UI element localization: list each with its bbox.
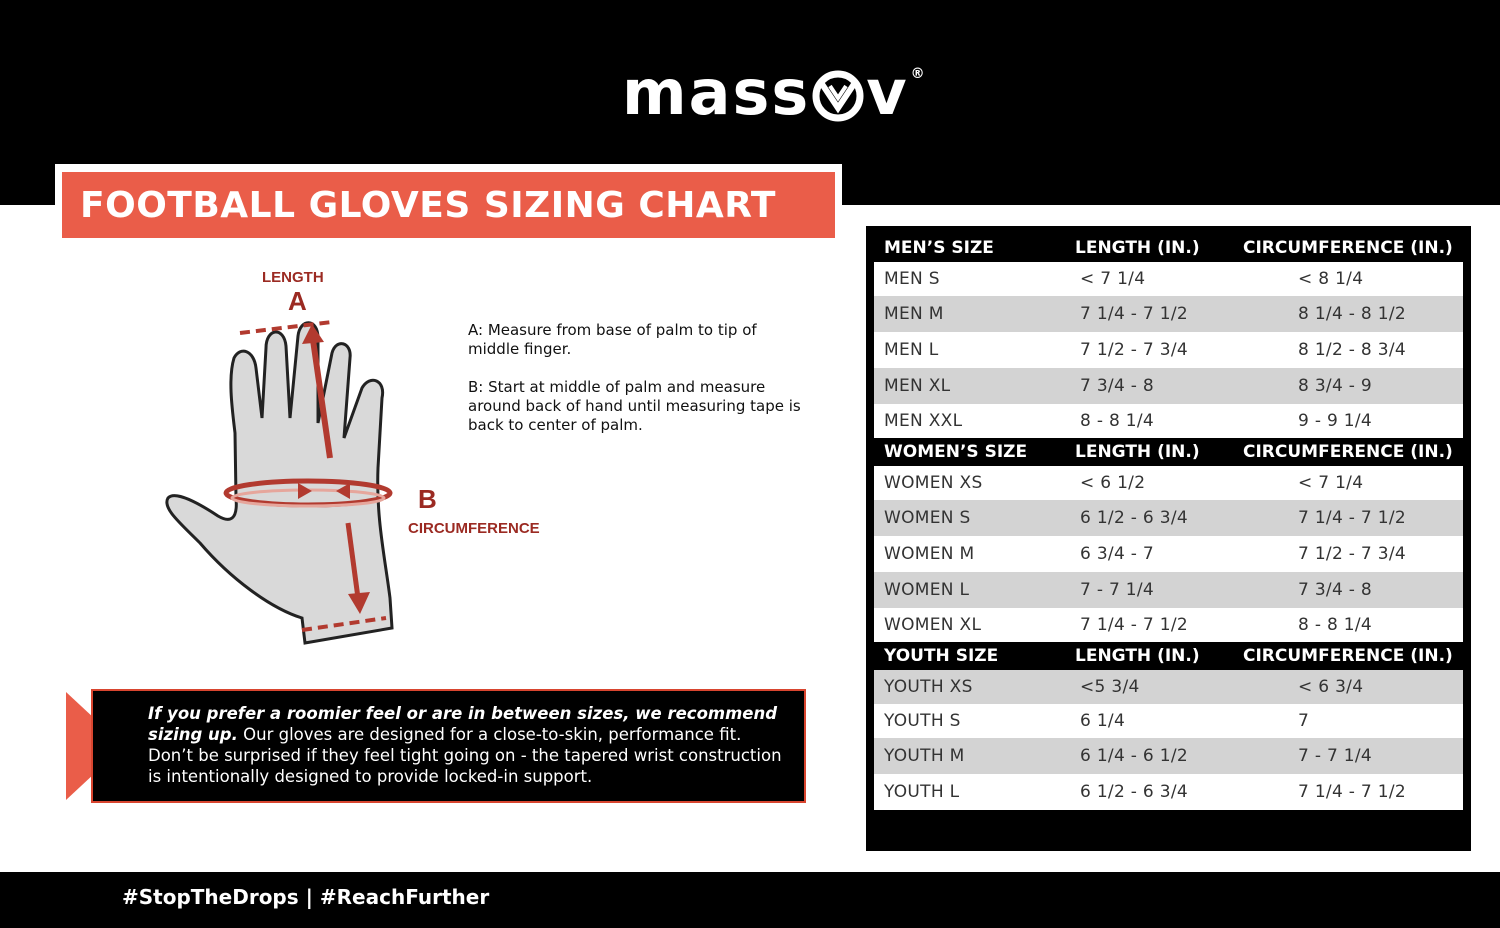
table-row xyxy=(874,774,1463,810)
circumference-cell: 8 3/4 - 9 xyxy=(1298,376,1373,396)
table-row xyxy=(874,738,1463,774)
size-cell: MEN S xyxy=(884,269,940,289)
title-banner xyxy=(62,172,835,238)
size-cell: MEN XXL xyxy=(884,411,963,431)
circumference-cell: 7 1/4 - 7 1/2 xyxy=(1298,508,1406,528)
size-cell: MEN L xyxy=(884,340,939,360)
size-cell: MEN M xyxy=(884,304,944,324)
length-cell: < 7 1/4 xyxy=(1080,269,1146,289)
circumference-cell: 7 3/4 - 8 xyxy=(1298,580,1373,600)
circumference-cell: 7 1/4 - 7 1/2 xyxy=(1298,782,1406,802)
length-cell: 7 1/4 - 7 1/2 xyxy=(1080,304,1188,324)
size-table-body xyxy=(874,234,1463,810)
column-header: CIRCUMFERENCE (IN.) xyxy=(1243,442,1453,462)
length-cell: 7 3/4 - 8 xyxy=(1080,376,1155,396)
size-cell: WOMEN XL xyxy=(884,615,982,635)
fit-note-body: Our gloves are designed for a close-to-skin, performance fit. Don’t be surprised if they feel tight going on - the tapered wrist construction is intentionally designed to provide locked-in support. xyxy=(148,725,782,786)
column-header: MEN’S SIZE xyxy=(884,238,994,258)
table-row xyxy=(874,296,1463,332)
circumference-cell: < 7 1/4 xyxy=(1298,473,1364,493)
size-cell: YOUTH L xyxy=(884,782,960,802)
massov-logo-icon xyxy=(812,62,864,124)
size-table xyxy=(866,226,1471,851)
length-cell: 6 1/2 - 6 3/4 xyxy=(1080,782,1188,802)
size-cell: YOUTH M xyxy=(884,746,965,766)
circumference-cell: 8 1/2 - 8 3/4 xyxy=(1298,340,1406,360)
length-cell: 6 1/2 - 6 3/4 xyxy=(1080,508,1188,528)
length-label: LENGTH xyxy=(262,269,324,286)
footer-hashtags: #StopTheDrops | #ReachFurther xyxy=(122,885,490,909)
circumference-cell: 9 - 9 1/4 xyxy=(1298,411,1373,431)
circumference-cell: < 6 3/4 xyxy=(1298,677,1364,697)
length-cell: 6 3/4 - 7 xyxy=(1080,544,1155,564)
brand-name-left: mass xyxy=(622,56,811,129)
table-row xyxy=(874,466,1463,500)
hand-measurement-diagram xyxy=(40,258,600,658)
size-cell: YOUTH S xyxy=(884,711,961,731)
column-header: CIRCUMFERENCE (IN.) xyxy=(1243,646,1453,666)
column-header: LENGTH (IN.) xyxy=(1075,238,1200,258)
column-header: WOMEN’S SIZE xyxy=(884,442,1028,462)
instruction-b: B: Start at middle of palm and measure around back of hand until measuring tape is back to center of palm. xyxy=(468,378,801,434)
instruction-a: A: Measure from base of palm to tip of middle finger. xyxy=(468,321,757,358)
size-cell: WOMEN L xyxy=(884,580,970,600)
circumference-cell: < 8 1/4 xyxy=(1298,269,1364,289)
column-header: LENGTH (IN.) xyxy=(1075,646,1200,666)
circumference-cell: 8 - 8 1/4 xyxy=(1298,615,1373,635)
table-row xyxy=(874,332,1463,368)
length-cell: <5 3/4 xyxy=(1080,677,1140,697)
fit-note xyxy=(91,689,806,803)
size-cell: WOMEN S xyxy=(884,508,971,528)
circumference-cell: 8 1/4 - 8 1/2 xyxy=(1298,304,1406,324)
length-letter: A xyxy=(288,286,307,316)
length-cell: 6 1/4 xyxy=(1080,711,1126,731)
length-cell: 7 - 7 1/4 xyxy=(1080,580,1155,600)
registered-mark: ® xyxy=(910,66,925,82)
column-header: YOUTH SIZE xyxy=(884,646,999,666)
brand-name-right: v xyxy=(866,56,909,129)
section-header xyxy=(874,438,1463,466)
table-row xyxy=(874,262,1463,296)
length-cell: < 6 1/2 xyxy=(1080,473,1146,493)
table-row xyxy=(874,572,1463,608)
table-row xyxy=(874,536,1463,572)
section-header xyxy=(874,234,1463,262)
table-row xyxy=(874,500,1463,536)
length-cell: 7 1/2 - 7 3/4 xyxy=(1080,340,1188,360)
table-row xyxy=(874,608,1463,642)
column-header: LENGTH (IN.) xyxy=(1075,442,1200,462)
size-cell: YOUTH XS xyxy=(884,677,973,697)
circ-label: CIRCUMFERENCE xyxy=(408,520,540,537)
brand-logo xyxy=(622,56,925,132)
column-header: CIRCUMFERENCE (IN.) xyxy=(1243,238,1453,258)
circumference-cell: 7 xyxy=(1298,711,1310,731)
length-cell: 7 1/4 - 7 1/2 xyxy=(1080,615,1188,635)
section-header xyxy=(874,642,1463,670)
circumference-cell: 7 - 7 1/4 xyxy=(1298,746,1373,766)
size-cell: WOMEN M xyxy=(884,544,975,564)
table-row xyxy=(874,404,1463,438)
length-cell: 8 - 8 1/4 xyxy=(1080,411,1155,431)
table-row xyxy=(874,368,1463,404)
table-row xyxy=(874,670,1463,704)
fit-note-emphasis: If you prefer a roomier feel or are in between sizes, we recommend sizing up. xyxy=(148,704,778,744)
page-title: FOOTBALL GLOVES SIZING CHART xyxy=(80,184,776,226)
table-row xyxy=(874,704,1463,738)
size-cell: MEN XL xyxy=(884,376,951,396)
measurement-instructions xyxy=(468,321,808,454)
length-cell: 6 1/4 - 6 1/2 xyxy=(1080,746,1188,766)
circumference-cell: 7 1/2 - 7 3/4 xyxy=(1298,544,1406,564)
size-cell: WOMEN XS xyxy=(884,473,983,493)
circ-letter: B xyxy=(418,484,437,514)
